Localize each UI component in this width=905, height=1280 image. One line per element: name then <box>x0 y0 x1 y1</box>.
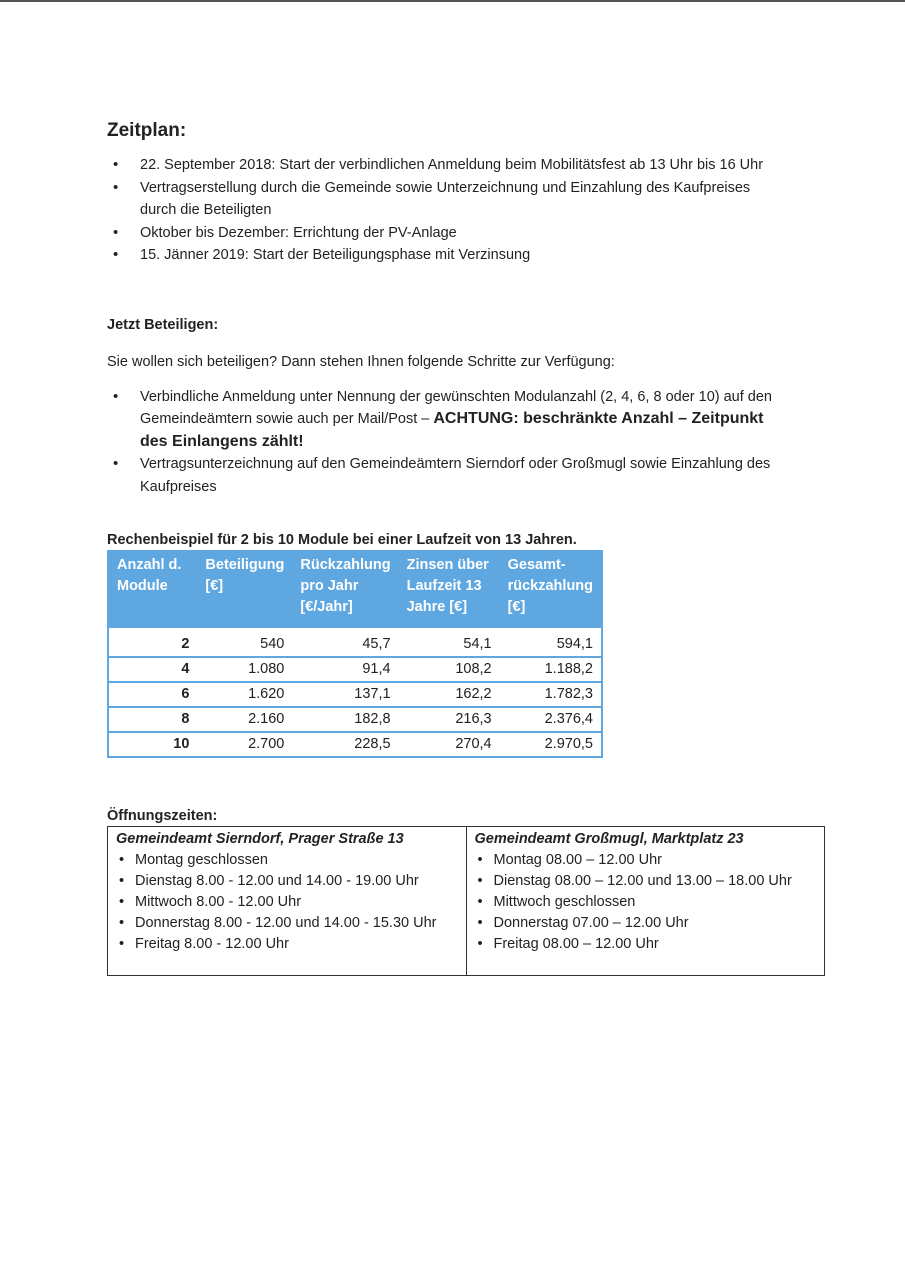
list-item: • Montag 08.00 – 12.00 Uhr <box>475 850 817 871</box>
table-cell: 8 <box>108 707 197 732</box>
table-cell: 1.080 <box>197 657 292 682</box>
jetzt-intro: Sie wollen sich beteiligen? Dann stehen Ihnen folgende Schritte zur Verfügung: <box>107 353 615 370</box>
list-item: • Vertragsunterzeichnung auf den Gemeindeämtern Sierndorf oder Großmugl sowie Einzahlung des Kaufpreises <box>107 453 785 498</box>
list-item: • Oktober bis Dezember: Errichtung der PV-Anlage <box>107 222 780 245</box>
hours-list <box>475 850 817 955</box>
calc-table-title: Rechenbeispiel für 2 bis 10 Module bei einer Laufzeit von 13 Jahren. <box>107 532 577 548</box>
table-cell: 270,4 <box>399 732 500 757</box>
jetzt-title: Jetzt Beteiligen: <box>107 316 219 333</box>
zeitplan-list <box>107 154 827 267</box>
list-item: • 22. September 2018: Start der verbindlichen Anmeldung beim Mobilitätsfest ab 13 Uhr bis 16 Uhr <box>107 154 780 177</box>
jetzt-list <box>107 386 827 499</box>
table-cell: 1.620 <box>197 682 292 707</box>
step-text: Verbindliche Anmeldung unter Nennung der gewünschten Modulanzahl (2, 4, 6, 8 oder 10) auf den Gemeindeämtern sowie auch per Mail/Post – <box>140 388 772 427</box>
warning-text: ACHTUNG: beschränkte Anzahl – Zeitpunkt des Einlangens zählt! <box>140 410 764 450</box>
table-row <box>108 628 602 657</box>
list-item: • Mittwoch geschlossen <box>475 892 817 913</box>
list-item <box>107 386 785 454</box>
document-page <box>107 120 827 976</box>
table-row <box>108 657 602 682</box>
list-item: • Donnerstag 07.00 – 12.00 Uhr <box>475 913 817 934</box>
list-item: • Montag geschlossen <box>116 850 458 871</box>
column-header: Gesamt-rückzahlung [€] <box>500 551 602 628</box>
table-cell: 108,2 <box>399 657 500 682</box>
list-item: • Donnerstag 8.00 - 12.00 und 14.00 - 15.30 Uhr <box>116 913 458 934</box>
table-cell: 2 <box>108 628 197 657</box>
office-title: Gemeindeamt Großmugl, Marktplatz 23 <box>474 831 744 847</box>
table-cell: 6 <box>108 682 197 707</box>
column-header: Zinsen über Laufzeit 13 Jahre [€] <box>399 551 500 628</box>
table-cell: 4 <box>108 657 197 682</box>
table-cell: 162,2 <box>399 682 500 707</box>
table-row <box>108 707 602 732</box>
zeitplan-title: Zeitplan: <box>107 120 187 141</box>
table-cell: 2.160 <box>197 707 292 732</box>
table-cell: 540 <box>197 628 292 657</box>
table-cell: 1.782,3 <box>500 682 602 707</box>
table-cell: 137,1 <box>292 682 398 707</box>
table-cell: 10 <box>108 732 197 757</box>
table-row <box>108 732 602 757</box>
table-cell: 45,7 <box>292 628 398 657</box>
opening-hours-table <box>107 826 825 976</box>
hours-list <box>116 850 458 955</box>
table-cell: 1.188,2 <box>500 657 602 682</box>
table-cell: 54,1 <box>399 628 500 657</box>
office-title: Gemeindeamt Sierndorf, Prager Straße 13 <box>116 831 404 847</box>
table-cell: 91,4 <box>292 657 398 682</box>
list-item: • Dienstag 8.00 - 12.00 und 14.00 - 19.00 Uhr <box>116 871 458 892</box>
column-header: Rückzahlung pro Jahr [€/Jahr] <box>292 551 398 628</box>
list-item: • 15. Jänner 2019: Start der Beteiligungsphase mit Verzinsung <box>107 244 780 267</box>
column-header: Beteiligung [€] <box>197 551 292 628</box>
list-item: • Mittwoch 8.00 - 12.00 Uhr <box>116 892 458 913</box>
column-header: Anzahl d. Module <box>108 551 197 628</box>
table-row <box>108 827 825 976</box>
list-item: • Freitag 08.00 – 12.00 Uhr <box>475 934 817 955</box>
table-cell: 2.376,4 <box>500 707 602 732</box>
table-cell: 182,8 <box>292 707 398 732</box>
opening-hours-title: Öffnungszeiten: <box>107 808 218 824</box>
office-sierndorf <box>108 827 467 976</box>
table-cell: 2.700 <box>197 732 292 757</box>
scan-edge <box>0 0 905 5</box>
list-item: • Dienstag 08.00 – 12.00 und 13.00 – 18.00 Uhr <box>475 871 817 892</box>
table-cell: 2.970,5 <box>500 732 602 757</box>
table-cell: 216,3 <box>399 707 500 732</box>
calc-table <box>107 550 603 758</box>
list-item: • Vertragserstellung durch die Gemeinde sowie Unterzeichnung und Einzahlung des Kaufpreises durch die Beteiligten <box>107 177 780 222</box>
table-cell: 594,1 <box>500 628 602 657</box>
list-item: • Freitag 8.00 - 12.00 Uhr <box>116 934 458 955</box>
table-row <box>108 682 602 707</box>
office-grossmugl <box>466 827 825 976</box>
table-cell: 228,5 <box>292 732 398 757</box>
table-header-row <box>108 551 602 628</box>
